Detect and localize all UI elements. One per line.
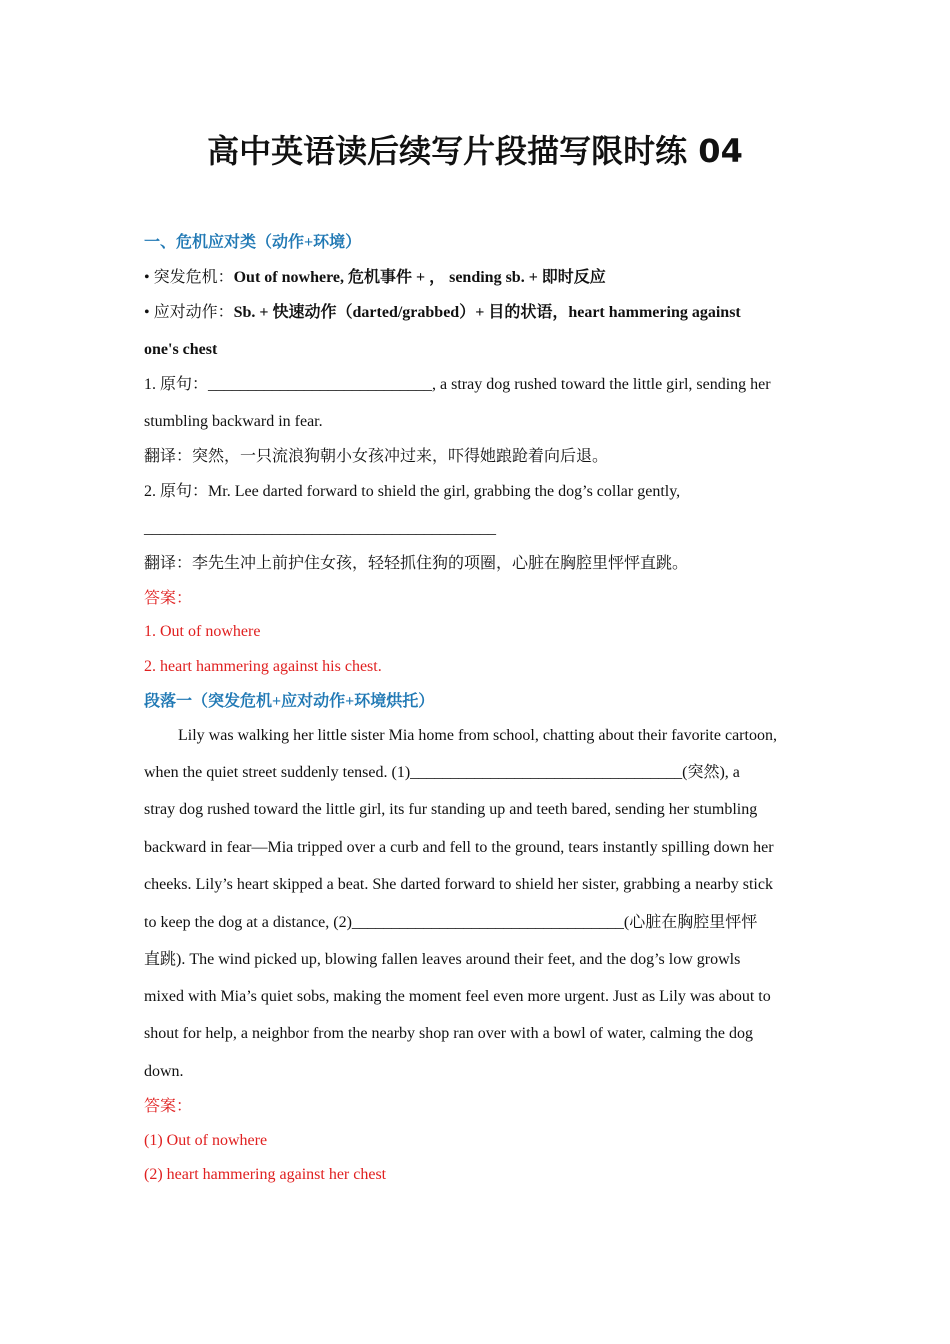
paragraph-heading: 段落一（突发危机+应对动作+环境烘托） (144, 693, 435, 710)
question-1: 1. 原句：____________________________, a stray dog rushed toward the little girl, sending her (144, 376, 771, 393)
paragraph-line: down. (144, 1063, 184, 1080)
section-heading: 一、危机应对类（动作+环境） (144, 234, 362, 251)
question-2-translation: 翻译：李先生冲上前护住女孩，轻轻抓住狗的项圈，心脏在胸腔里怦怦直跳。 (144, 555, 689, 572)
paragraph-line: to keep the dog at a distance, (2)__________________________________(心脏在胸腔里怦怦 (144, 914, 758, 931)
paragraph-line: cheeks. Lily’s heart skipped a beat. She darted forward to shield her sister, grabbing a nearby stick (144, 876, 773, 893)
question-1-translation: 翻译：突然，一只流浪狗朝小女孩冲过来，吓得她踉跄着向后退。 (144, 448, 609, 465)
paragraph-line: shout for help, a neighbor from the nearby shop ran over with a bowl of water, calming the dog (144, 1025, 753, 1042)
answer-item: (1) Out of nowhere (144, 1132, 268, 1149)
question-2: 2. 原句：Mr. Lee darted forward to shield the girl, grabbing the dog’s collar gently, (144, 483, 681, 500)
bullet-label: • 突发危机： (144, 269, 234, 286)
bullet-content-continued: one's chest (144, 341, 218, 358)
paragraph-line: when the quiet street suddenly tensed. (1)__________________________________(突然), a (144, 764, 740, 781)
bullet-response-action (144, 302, 810, 324)
paragraph-line: backward in fear—Mia tripped over a curb and fell to the ground, tears instantly spilling down her (144, 839, 774, 856)
answer-label: 答案： (144, 1098, 193, 1115)
page-title: 高中英语读后续写片段描写限时练 04 (207, 132, 743, 170)
paragraph-line: stray dog rushed toward the little girl, its fur standing up and teeth bared, sending her stumbling (144, 801, 758, 818)
answer-label: 答案： (144, 590, 193, 607)
bullet-label: • 应对动作： (144, 304, 234, 321)
bullet-sudden-crisis (144, 267, 810, 289)
paragraph-line: Lily was walking her little sister Mia home from school, chatting about their favorite cartoon, (178, 727, 777, 744)
answer-item: 1. Out of nowhere (144, 623, 261, 640)
bullet-content: Out of nowhere, 危机事件 + ， sending sb. + 即时反应 (233, 269, 606, 286)
answer-item: (2) heart hammering against her chest (144, 1166, 387, 1183)
question-1-continued: stumbling backward in fear. (144, 413, 323, 430)
paragraph-line: mixed with Mia’s quiet sobs, making the moment feel even more urgent. Just as Lily was about to (144, 988, 771, 1005)
answer-item: 2. heart hammering against his chest. (144, 658, 382, 675)
paragraph-line: 直跳). The wind picked up, blowing fallen leaves around their feet, and the dog’s low growls (144, 951, 741, 968)
blank-line: ____________________________________________ (144, 520, 496, 537)
bullet-content: Sb. + 快速动作（darted/grabbed）+ 目的状语，heart hammering against (233, 304, 741, 321)
blank-line: ____________________________ (208, 376, 433, 393)
